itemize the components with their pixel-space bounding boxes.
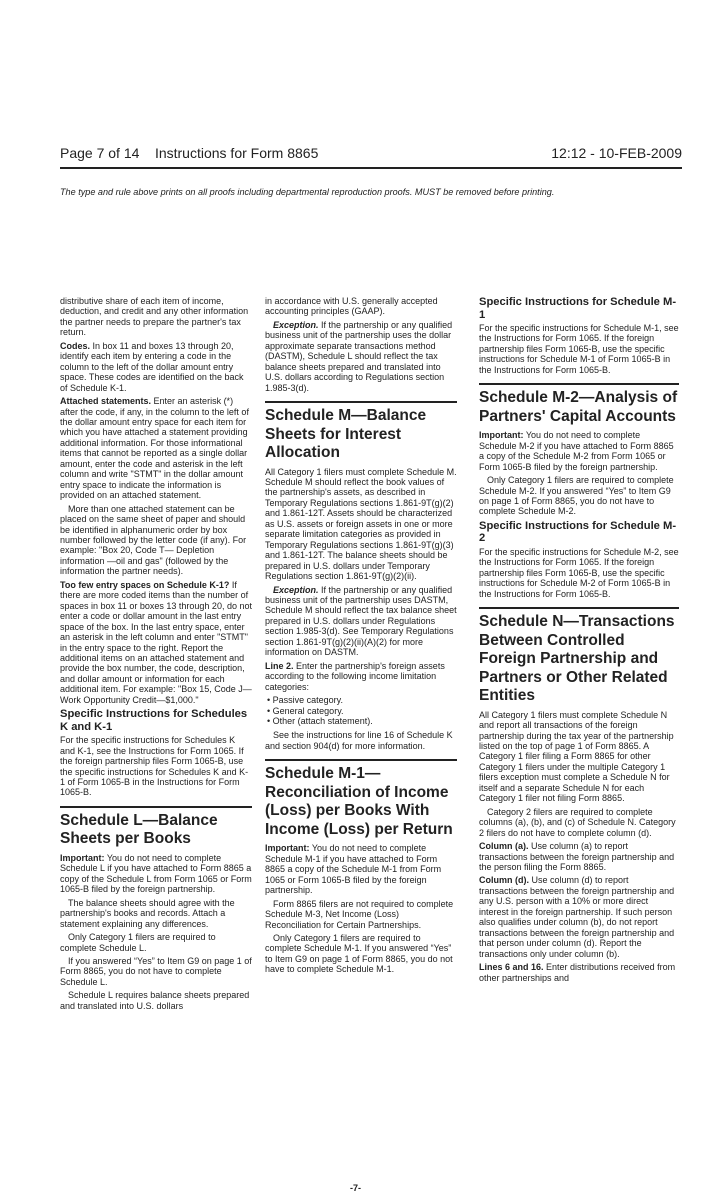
- paragraph: Only Category 1 filers are required to complete Schedule M-2. If you answered “Yes” to Item G9 on page 1 of Form 8865, you do not have to complete Schedule M-2.: [479, 475, 674, 517]
- section-heading: Specific Instructions for Schedules K and K-1: [60, 708, 248, 733]
- header-rule: [60, 167, 682, 169]
- paragraph-text: Use column (d) to report transactions between the foreign partnership and any U.S. person with a 10% or more direct interest in the foreign partnership. If such person also qualifies under column (b), do not report transactions between the foreign partnership and that person under column (d). Report the transactions only under column (b).: [479, 875, 675, 959]
- paragraph-text: If the partnership or any qualified business unit of the partnership uses the dollar approximate separate transactions method (DASTM), Schedule L should reflect the tax balance sheets prepared and translated into U.S. dollars according to Regulations section 1.985-3(d).: [265, 319, 453, 393]
- section-heading: Specific Instructions for Schedule M-1: [479, 296, 677, 321]
- section-heading: Schedule N—Transactions Between Controlled Foreign Partnership and Partners or Other Related Entities: [479, 607, 679, 706]
- paragraph: [479, 875, 679, 959]
- column-1: [60, 296, 252, 1176]
- paragraph: Category 2 filers are required to complete columns (a), (b), and (c) of Schedule N. Category 2 filers do not have to complete column (d).: [479, 806, 676, 838]
- paragraph-text: If the partnership or any qualified business unit of the partnership uses DASTM, Schedule M should reflect the tax balance sheet prepared in U.S. dollars under Regulations section 1.985-3(d). See Temporary Regulations section 1.861-9T(g)(2)(ii)(A)(2) for more information on DASTM.: [265, 584, 457, 658]
- run-in-heading: Important:: [479, 430, 524, 441]
- header-left: Page 7 of 14 Instructions for Form 8865: [60, 145, 319, 161]
- paragraph: [60, 396, 252, 501]
- paragraph: Form 8865 filers are not required to complete Schedule M-3, Net Income (Loss) Reconciliation for Certain Partnerships.: [265, 898, 454, 930]
- section-heading: Schedule M—Balance Sheets for Interest Allocation: [265, 401, 457, 463]
- paragraph: Only Category 1 filers are required to complete Schedule L.: [60, 932, 216, 953]
- paragraph: All Category 1 filers must complete Schedule M. Schedule M should reflect the book values of the partnership's assets, as described in Temporary Regulations sections 1.861-9T(g)(2) and 1.861-12T. Assets should be characterized as U.S. assets or foreign assets in one or more separate limitation categories as provided in Temporary Regulations sections 1.861-9T(g)(3) and 1.861-12T. The balance sheets should be prepared in U.S. dollars under Temporary Regulations section 1.861-9T(g)(2)(ii).: [265, 466, 457, 582]
- paragraph: [60, 580, 252, 705]
- section-heading: Specific Instructions for Schedule M-2: [479, 519, 677, 545]
- run-in-heading: Lines 6 and 16.: [479, 962, 544, 973]
- paragraph: If you answered “Yes” to Item G9 on page 1 of Form 8865, you do not have to complete Schedule L.: [60, 956, 252, 987]
- run-in-heading: Column (a).: [479, 841, 529, 852]
- run-in-heading: Exception.: [273, 584, 319, 595]
- page-header: [60, 145, 682, 165]
- run-in-heading: Attached statements.: [60, 396, 152, 407]
- paragraph: [479, 841, 679, 872]
- run-in-heading: Column (d).: [479, 875, 529, 886]
- paragraph: Only Category 1 filers are required to complete Schedule M-1. If you answered “Yes” to Item G9 on page 1 of Form 8865, you do not have to complete Schedule M-1.: [265, 932, 453, 975]
- paragraph-text: You do not need to complete Schedule M-2 if you have attached to Form 8865 a copy of the Schedule M-2 from Form 1065 or Form 1065-B filed by the foreign partnership.: [479, 430, 674, 472]
- paragraph-text: In box 11 and boxes 13 through 20, identify each item by entering a code in the column to the left of the dollar amount entry space. These codes are identified on the back of Schedule K-1.: [60, 340, 244, 393]
- list-item: • Passive category.: [267, 695, 344, 706]
- list-item: • Other (attach statement).: [267, 716, 373, 726]
- paragraph: For the specific instructions for Schedule M-2, see the Instructions for Form 1065. If the foreign partnership files Form 1065-B, use the specific instructions for Schedule M-2 of Form 1065-B in the Instructions for Form 1065-B.: [479, 546, 679, 599]
- section-heading: Schedule M-2—Analysis of Partners' Capital Accounts: [479, 383, 679, 426]
- run-in-heading: Line 2.: [265, 660, 294, 671]
- paragraph: [265, 320, 457, 393]
- run-in-heading: Codes.: [60, 340, 91, 351]
- paragraph: [479, 962, 679, 983]
- column-2: [265, 296, 457, 1176]
- paragraph: Schedule L requires balance sheets prepared and translated into U.S. dollars: [60, 990, 250, 1011]
- paragraph: All Category 1 filers must complete Schedule N and report all transactions of the foreign partnership during the tax year of the partnership listed on the top of page 1 of Form 8865. A Category 1 filer filing a Form 8865 for other Category 1 filers under the multiple Category 1 filers exception must complete a Schedule N for itself and a separate Schedule N for each Category 1 filer not filing Form 8865.: [479, 709, 674, 804]
- header-right: 12:12 - 10-FEB-2009: [551, 145, 682, 161]
- paragraph: [479, 430, 679, 472]
- column-3: [479, 296, 679, 1176]
- section-heading: Schedule M-1—Reconciliation of Income (Loss) per Books With Income (Loss) per Return: [265, 759, 457, 839]
- paragraph: [265, 585, 457, 658]
- paragraph: [60, 341, 252, 393]
- paragraph: in accordance with U.S. generally accepted accounting principles (GAAP).: [265, 296, 438, 317]
- paragraph-text: Enter distributions received from other partnerships and: [479, 962, 676, 983]
- paragraph: [265, 843, 457, 895]
- paragraph: More than one attached statement can be placed on the same sheet of paper and should be identified in alphanumeric order by box number followed by the letter code (if any). For example: "Box 20, Code T— Depletion information —oil and gas" (followed by the information the partner needs).: [60, 503, 247, 577]
- paragraph: [60, 853, 252, 895]
- page-number: -7-: [350, 1183, 361, 1193]
- run-in-heading: Exception.: [273, 319, 319, 330]
- paragraph: distributive share of each item of income, deduction, and credit and any other information the partner needs to prepare the partner's tax return.: [60, 296, 249, 338]
- paragraph-text: Enter an asterisk (*) after the code, if any, in the column to the left of the dollar amount entry space for each item for which you have attached a statement providing additional information. For those informational items that cannot be reported as a single dollar amount, enter the code and asterisk in the left column and write "STMT" in the dollar amount entry space to indicate the information is provided on an attached statement.: [60, 396, 249, 501]
- paragraph: For the specific instructions for Schedule M-1, see the Instructions for Form 1065. If the foreign partnership files Form 1065-B, use the specific instructions for Schedule M-1 of Form 1065-B in the Instructions for Form 1065-B.: [479, 323, 679, 375]
- list-item: • General category.: [267, 705, 344, 716]
- paragraph: The balance sheets should agree with the partnership's books and records. Attach a statement explaining any differences.: [60, 897, 235, 929]
- run-in-heading: Too few entry spaces on Schedule K-1?: [60, 579, 230, 590]
- paragraph-text: You do not need to complete Schedule M-1 if you have attached to Form 8865 a copy of the Schedule M-1 from Form 1065 or Form 1065-B filed by the foreign partnership.: [265, 843, 442, 896]
- paragraph-text: Use column (a) to report transactions between the foreign partnership and the person filing the Form 8865.: [479, 841, 675, 872]
- paragraph-text: If there are more coded items than the number of spaces in box 11 or boxes 13 through 20, do not enter a code or dollar amount in the last entry space of the box. In the last entry space, enter an asterisk in the left column and enter "STMT" in the entry space to the right. Report the additional items on an attached statement and provide the box number, the code, description, and dollar amount or information for each additional item. For example: "Box 15, Code J—Work Opportunity Credit—$1,000.": [60, 579, 252, 705]
- run-in-heading: Important:: [60, 852, 105, 863]
- paragraph: See the instructions for line 16 of Schedule K and section 904(d) for more information.: [265, 730, 453, 751]
- section-heading: Schedule L—Balance Sheets per Books: [60, 806, 252, 849]
- proof-notice: The type and rule above prints on all proofs including departmental reproduction proofs. MUST be removed before printing.: [60, 187, 555, 197]
- paragraph: [265, 661, 457, 692]
- paragraph-text: You do not need to complete Schedule L if you have attached to Form 8865 a copy of the Schedule L from Form 1065 or Form 1065-B filed by the foreign partnership.: [60, 852, 252, 895]
- paragraph: For the specific instructions for Schedules K and K-1, see the Instructions for Form 1065. If the foreign partnership files Form 1065-B, use the specific instructions for Schedules K and K-1 of Form 1065-B in the Instructions for Form 1065-B.: [60, 735, 249, 798]
- paragraph-text: Enter the partnership's foreign assets according to the following income limitation categories:: [265, 660, 445, 692]
- run-in-heading: Important:: [265, 843, 310, 854]
